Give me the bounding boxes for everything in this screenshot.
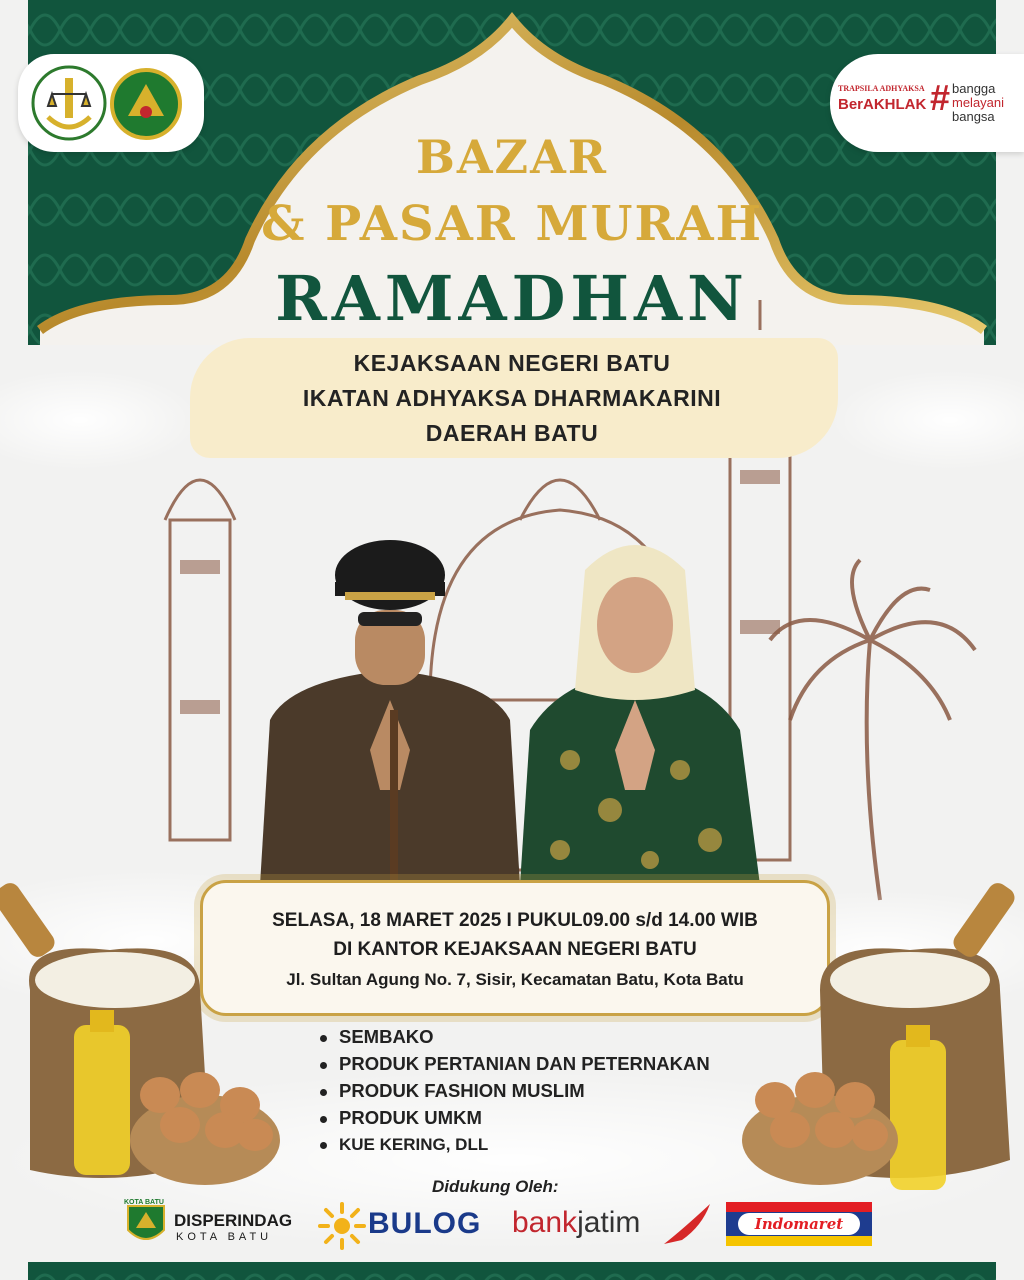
- organizer-line-1: KEJAKSAAN NEGERI BATU: [353, 350, 671, 376]
- event-address: Jl. Sultan Agung No. 7, Sisir, Kecamatan Batu, Kota Batu: [286, 970, 744, 989]
- tagline-bangsa: bangsa: [952, 109, 995, 124]
- event-datetime: SELASA, 18 MARET 2025 I PUKUL09.00 s/d 14.00 WIB: [272, 910, 758, 931]
- indomaret-yellow-band: [726, 1236, 872, 1246]
- product-label: SEMBAKO: [339, 1026, 434, 1047]
- product-item: [320, 1135, 488, 1155]
- bank-suffix: jatim: [577, 1206, 641, 1239]
- title-pasar-murah: & PASAR MURAH: [261, 196, 763, 252]
- bank-prefix: bank: [512, 1206, 578, 1239]
- kota-batu-logo-text: KOTA BATU: [124, 1199, 164, 1206]
- bullet-icon: [320, 1116, 327, 1123]
- organizer-line-3: DAERAH BATU: [425, 420, 599, 446]
- organizer-line-2: IKATAN ADHYAKSA DHARMAKARINI: [302, 385, 722, 411]
- hashtag-icon: #: [930, 77, 951, 118]
- berakhlak-brand: BerAKHLAK: [838, 96, 927, 113]
- product-label: PRODUK PERTANIAN DAN PETERNAKAN: [339, 1053, 710, 1074]
- disperindag-logo: DISPERINDAG: [174, 1211, 293, 1230]
- product-item: [320, 1053, 710, 1075]
- indomaret-wordmark: Indomaret: [738, 1213, 860, 1235]
- product-label: PRODUK FASHION MUSLIM: [339, 1080, 585, 1101]
- groceries-left-illustration: [0, 880, 300, 1200]
- supported-by-label: Didukung Oleh:: [432, 1177, 559, 1196]
- event-venue: DI KANTOR KEJAKSAAN NEGERI BATU: [333, 939, 697, 960]
- bangga-melayani-bangsa: [952, 82, 1004, 124]
- indomaret-red-band: [726, 1202, 872, 1212]
- trapsila-adhyaksa-label: TRAPSILA ADHYAKSA: [838, 84, 925, 93]
- officials-photo: [250, 520, 780, 885]
- bulog-logo: BULOG: [368, 1207, 482, 1240]
- bulog-sun-icon: [318, 1202, 366, 1250]
- bullet-icon: [320, 1142, 327, 1149]
- disperindag-sub: KOTA BATU: [176, 1231, 273, 1243]
- bank-jatim-wing-icon: [662, 1200, 712, 1250]
- indomaret-logo: [726, 1202, 872, 1246]
- tagline-melayani: melayani: [952, 95, 1005, 110]
- product-label: PRODUK UMKM: [339, 1107, 482, 1128]
- product-item: [320, 1107, 482, 1129]
- bullet-icon: [320, 1089, 327, 1096]
- bullet-icon: [320, 1062, 327, 1069]
- product-label: KUE KERING, DLL: [339, 1135, 489, 1154]
- product-item: [320, 1026, 434, 1048]
- title-ramadhan: RAMADHAN: [275, 262, 749, 335]
- male-official-figure: [260, 540, 520, 885]
- bullet-icon: [320, 1035, 327, 1042]
- female-official-figure: [520, 545, 760, 885]
- bank-jatim-logo: [512, 1206, 640, 1240]
- product-item: [320, 1080, 585, 1102]
- tagline-bangga: bangga: [952, 81, 996, 96]
- title-bazar: BAZAR: [415, 130, 609, 184]
- groceries-right-illustration: [730, 880, 1024, 1200]
